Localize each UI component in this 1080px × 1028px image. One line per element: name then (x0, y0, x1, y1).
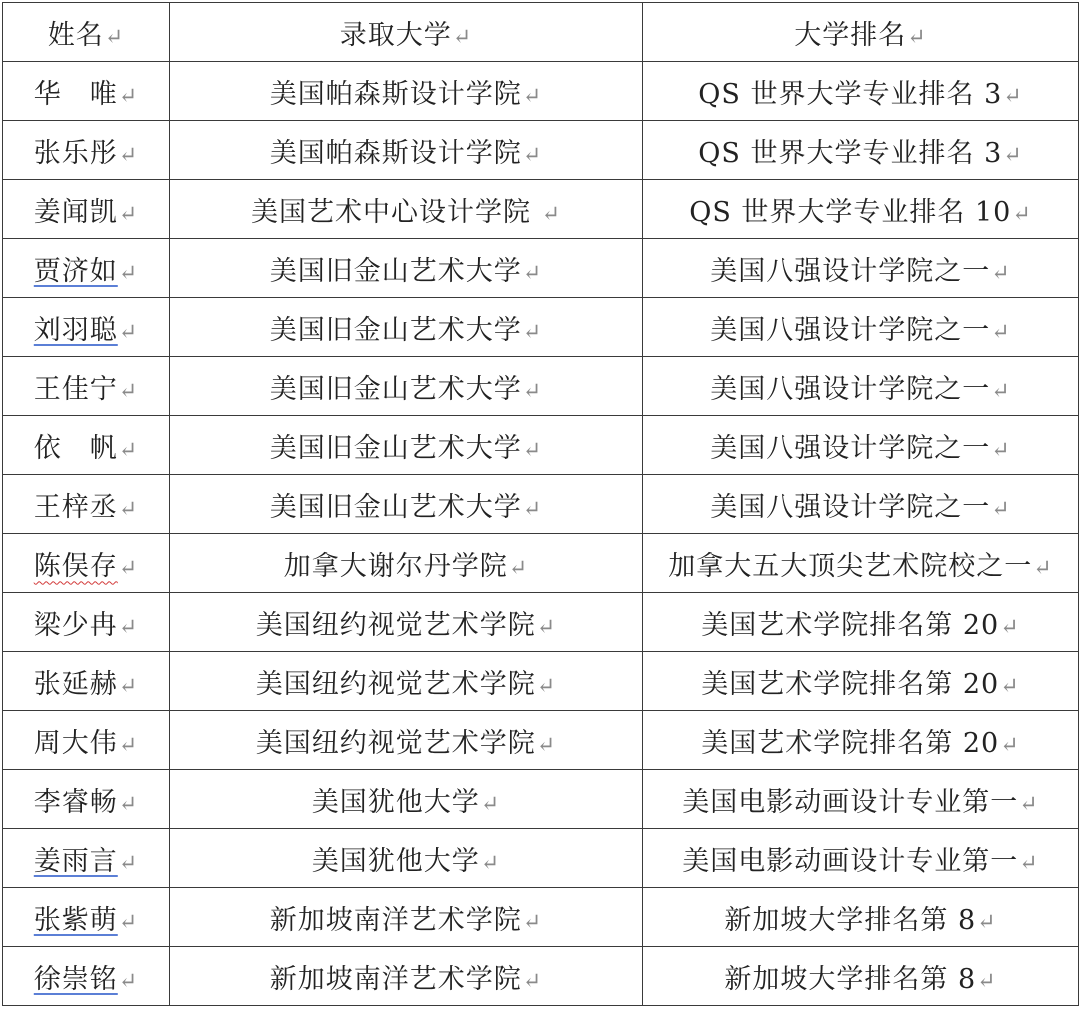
university-cell (170, 888, 643, 947)
university-cell (170, 62, 643, 121)
paragraph-mark-icon: ↵ (522, 378, 543, 404)
header-university-cell (170, 3, 643, 62)
table-row (3, 947, 1079, 1006)
university-name: 美国旧金山艺术大学 (269, 432, 522, 464)
table-row (3, 62, 1079, 121)
university-name: 美国犹他大学 (311, 845, 480, 877)
paragraph-mark-icon: ↵ (1000, 673, 1020, 699)
table-row (3, 593, 1079, 652)
university-cell (170, 593, 643, 652)
paragraph-mark-icon: ↵ (118, 260, 139, 286)
table-row (3, 416, 1079, 475)
student-name: 张乐彤 (33, 137, 118, 169)
student-name-cell (3, 475, 170, 534)
header-university: 录取大学 (339, 19, 452, 51)
paragraph-mark-icon: ↵ (118, 732, 139, 758)
university-name: 美国纽约视觉艺术学院 (255, 609, 536, 641)
paragraph-mark-icon: ↵ (118, 614, 139, 640)
ranking-cell (643, 475, 1079, 534)
table-row (3, 534, 1079, 593)
student-name: 华 唯 (33, 78, 118, 110)
university-name: 美国艺术中心设计学院 (250, 196, 541, 228)
ranking-cell (643, 121, 1079, 180)
university-ranking: QS 世界大学专业排名 3 (698, 78, 1003, 110)
table-row (3, 121, 1079, 180)
university-cell (170, 534, 643, 593)
paragraph-mark-icon: ↵ (118, 850, 139, 876)
university-name: 美国纽约视觉艺术学院 (255, 668, 536, 700)
student-name: 王佳宁 (33, 373, 118, 405)
paragraph-mark-icon: ↵ (452, 24, 473, 50)
paragraph-mark-icon: ↵ (118, 142, 139, 168)
paragraph-mark-icon: ↵ (118, 909, 139, 935)
paragraph-mark-icon: ↵ (522, 260, 543, 286)
ranking-cell (643, 593, 1079, 652)
paragraph-mark-icon: ↵ (522, 909, 543, 935)
student-name: 张延赫 (33, 668, 118, 700)
ranking-cell (643, 180, 1079, 239)
paragraph-mark-icon: ↵ (508, 555, 529, 581)
student-name: 贾济如 (33, 255, 118, 287)
table-row (3, 829, 1079, 888)
university-cell (170, 947, 643, 1006)
paragraph-mark-icon: ↵ (118, 555, 139, 581)
student-name-cell (3, 711, 170, 770)
university-cell (170, 829, 643, 888)
paragraph-mark-icon: ↵ (118, 319, 139, 345)
university-name: 美国旧金山艺术大学 (269, 373, 522, 405)
student-name-cell (3, 652, 170, 711)
student-name: 依 帆 (33, 432, 118, 464)
university-ranking: 新加坡大学排名第 8 (724, 963, 977, 995)
paragraph-mark-icon: ↵ (118, 437, 139, 463)
paragraph-mark-icon: ↵ (977, 968, 997, 994)
table-row (3, 888, 1079, 947)
paragraph-mark-icon: ↵ (1000, 614, 1020, 640)
student-name: 徐崇铭 (33, 963, 118, 995)
paragraph-mark-icon: ↵ (118, 673, 139, 699)
ranking-cell (643, 416, 1079, 475)
student-name-cell (3, 298, 170, 357)
student-name: 姜闻凯 (33, 196, 118, 228)
paragraph-mark-icon: ↵ (522, 83, 543, 109)
paragraph-mark-icon: ↵ (480, 850, 501, 876)
student-name-cell (3, 239, 170, 298)
ranking-cell (643, 770, 1079, 829)
paragraph-mark-icon: ↵ (991, 437, 1011, 463)
admissions-table (2, 2, 1079, 1006)
student-name-cell (3, 180, 170, 239)
ranking-cell (643, 298, 1079, 357)
student-name-cell (3, 416, 170, 475)
university-cell (170, 475, 643, 534)
ranking-cell (643, 947, 1079, 1006)
paragraph-mark-icon: ↵ (907, 24, 927, 50)
student-name-cell (3, 62, 170, 121)
student-name: 刘羽聪 (33, 314, 118, 346)
table-row (3, 770, 1079, 829)
paragraph-mark-icon: ↵ (1019, 850, 1039, 876)
university-cell (170, 180, 643, 239)
paragraph-mark-icon: ↵ (541, 201, 562, 227)
university-cell (170, 298, 643, 357)
university-ranking: 美国电影动画设计专业第一 (682, 845, 1019, 877)
paragraph-mark-icon: ↵ (991, 260, 1011, 286)
paragraph-mark-icon: ↵ (104, 24, 125, 50)
paragraph-mark-icon: ↵ (118, 378, 139, 404)
university-ranking: 美国八强设计学院之一 (710, 314, 991, 346)
university-name: 新加坡南洋艺术学院 (269, 904, 522, 936)
paragraph-mark-icon: ↵ (118, 791, 139, 817)
university-name: 加拿大谢尔丹学院 (283, 550, 508, 582)
paragraph-mark-icon: ↵ (1033, 555, 1053, 581)
student-name-cell (3, 593, 170, 652)
paragraph-mark-icon: ↵ (1000, 732, 1020, 758)
student-name-cell (3, 888, 170, 947)
table-body (3, 62, 1079, 1006)
student-name-cell (3, 534, 170, 593)
university-cell (170, 652, 643, 711)
paragraph-mark-icon: ↵ (536, 614, 557, 640)
student-name-cell (3, 829, 170, 888)
paragraph-mark-icon: ↵ (991, 319, 1011, 345)
paragraph-mark-icon: ↵ (118, 201, 139, 227)
paragraph-mark-icon: ↵ (522, 968, 543, 994)
university-ranking: 美国八强设计学院之一 (710, 255, 991, 287)
university-name: 美国旧金山艺术大学 (269, 491, 522, 523)
ranking-cell (643, 357, 1079, 416)
student-name: 陈俣存 (33, 550, 118, 582)
university-name: 美国纽约视觉艺术学院 (255, 727, 536, 759)
university-ranking: QS 世界大学专业排名 3 (698, 137, 1003, 169)
university-name: 美国犹他大学 (311, 786, 480, 818)
paragraph-mark-icon: ↵ (1012, 201, 1032, 227)
university-ranking: 美国八强设计学院之一 (710, 491, 991, 523)
paragraph-mark-icon: ↵ (1019, 791, 1039, 817)
table-row (3, 298, 1079, 357)
university-ranking: QS 世界大学专业排名 10 (689, 196, 1012, 228)
student-name-cell (3, 947, 170, 1006)
table-row (3, 711, 1079, 770)
ranking-cell (643, 711, 1079, 770)
university-cell (170, 416, 643, 475)
university-cell (170, 711, 643, 770)
header-name-cell (3, 3, 170, 62)
university-ranking: 新加坡大学排名第 8 (724, 904, 977, 936)
paragraph-mark-icon: ↵ (1003, 83, 1023, 109)
university-ranking: 美国艺术学院排名第 20 (701, 609, 1000, 641)
university-name: 美国帕森斯设计学院 (269, 78, 522, 110)
header-ranking: 大学排名 (794, 19, 907, 51)
paragraph-mark-icon: ↵ (536, 732, 557, 758)
university-cell (170, 239, 643, 298)
paragraph-mark-icon: ↵ (480, 791, 501, 817)
paragraph-mark-icon: ↵ (1003, 142, 1023, 168)
student-name: 周大伟 (33, 727, 118, 759)
paragraph-mark-icon: ↵ (522, 319, 543, 345)
paragraph-mark-icon: ↵ (118, 968, 139, 994)
paragraph-mark-icon: ↵ (522, 437, 543, 463)
student-name: 李睿畅 (33, 786, 118, 818)
table-row (3, 652, 1079, 711)
university-name: 美国旧金山艺术大学 (269, 255, 522, 287)
table-row (3, 180, 1079, 239)
header-ranking-cell (643, 3, 1079, 62)
university-ranking: 美国电影动画设计专业第一 (682, 786, 1019, 818)
university-name: 新加坡南洋艺术学院 (269, 963, 522, 995)
university-ranking: 加拿大五大顶尖艺术院校之一 (668, 550, 1033, 582)
university-name: 美国帕森斯设计学院 (269, 137, 522, 169)
table-row (3, 357, 1079, 416)
header-name: 姓名 (47, 19, 104, 51)
student-name: 张紫萌 (33, 904, 118, 936)
student-name: 梁少冉 (33, 609, 118, 641)
university-cell (170, 121, 643, 180)
university-cell (170, 357, 643, 416)
paragraph-mark-icon: ↵ (118, 83, 139, 109)
student-name: 王梓丞 (33, 491, 118, 523)
ranking-cell (643, 534, 1079, 593)
student-name-cell (3, 770, 170, 829)
paragraph-mark-icon: ↵ (991, 378, 1011, 404)
paragraph-mark-icon: ↵ (991, 496, 1011, 522)
university-cell (170, 770, 643, 829)
ranking-cell (643, 62, 1079, 121)
university-ranking: 美国艺术学院排名第 20 (701, 727, 1000, 759)
ranking-cell (643, 652, 1079, 711)
ranking-cell (643, 888, 1079, 947)
ranking-cell (643, 829, 1079, 888)
university-ranking: 美国八强设计学院之一 (710, 432, 991, 464)
student-name-cell (3, 357, 170, 416)
paragraph-mark-icon: ↵ (536, 673, 557, 699)
table-row (3, 239, 1079, 298)
university-name: 美国旧金山艺术大学 (269, 314, 522, 346)
paragraph-mark-icon: ↵ (977, 909, 997, 935)
paragraph-mark-icon: ↵ (522, 496, 543, 522)
student-name: 姜雨言 (33, 845, 118, 877)
ranking-cell (643, 239, 1079, 298)
table-row (3, 475, 1079, 534)
paragraph-mark-icon: ↵ (118, 496, 139, 522)
paragraph-mark-icon: ↵ (522, 142, 543, 168)
header-row (3, 3, 1079, 62)
student-name-cell (3, 121, 170, 180)
university-ranking: 美国艺术学院排名第 20 (701, 668, 1000, 700)
university-ranking: 美国八强设计学院之一 (710, 373, 991, 405)
